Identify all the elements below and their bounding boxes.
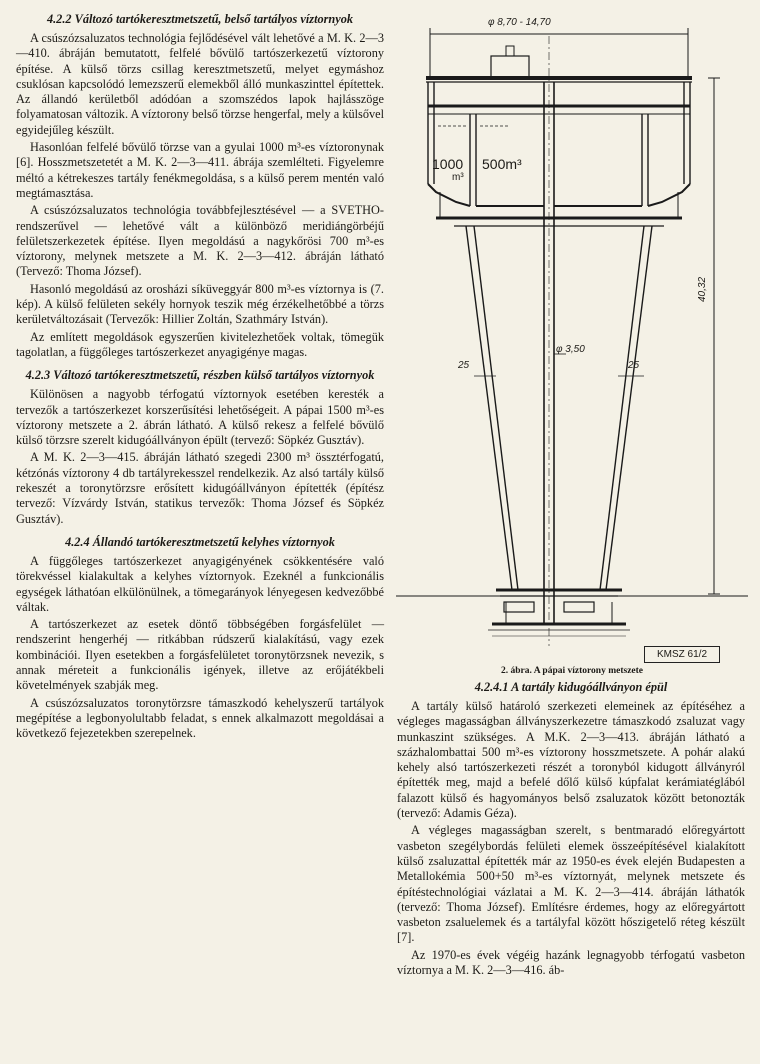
right-column bbox=[397, 680, 745, 980]
water-tower-section-figure bbox=[396, 6, 748, 676]
height-dimension-label: 40,32 bbox=[697, 276, 708, 302]
left-column bbox=[16, 12, 384, 743]
right-slope-label: 25 bbox=[628, 360, 640, 371]
paragraph: A csúszózsaluzatos technológia fejlődésével vált lehetővé a M. K. 2—3—410. ábráján bemutatott, felfelé bővülő tartószerkezetű víztorony építése. A külső törzs csillag keresztmetszetű, melyet egymáshoz csuklósan kapcsolódó lemezszerű elemekből álló munkaszinttel építettek. Az állandó kerületből adódóan a szomszédos lapok hajlásszöge folyamatosan változik. A víztorony belső törzse hengerfal, mely a külsővel egyidejűleg készült. bbox=[16, 31, 384, 137]
paragraph: Különösen a nagyobb térfogatú víztornyok esetében keresték a tervezők a tartószerkezet korszerűsítési lehetőségeit. A pápai 1500 m³-es víztorony metszete a 2. ábrán látható. A külső rekesz a felfelé bővülő külső törzsre szerelt kidugóállványon épült (tervező: Söpkéz Gusztáv). bbox=[16, 387, 384, 448]
section-heading-4-2-4: 4.2.4 Állandó tartókeresztmetszetű kelyhes víztornyok bbox=[65, 534, 335, 549]
tank-volume-1000-unit: m³ bbox=[452, 172, 464, 183]
shaft-diameter-label: φ 3,50 bbox=[556, 344, 585, 355]
tower-drawing bbox=[396, 6, 748, 646]
paragraph: A csúszózsaluzatos toronytörzsre támaszkodó kehelyszerű tartályok megépítése a legbonyolultabb feladat, s ennek alkalmazott megoldásai a következő fejezetekben szerepelnek. bbox=[16, 695, 384, 741]
section-heading-4-2-2: 4.2.2 Változó tartókeresztmetszetű, belső tartályos víztornyok bbox=[46, 12, 354, 26]
tank-volume-500-label: 500m³ bbox=[482, 156, 522, 172]
paragraph: A függőleges tartószerkezet anyagigényének csökkentésére való törekvéssel kialakultak a kelyhes víztornyok. Ezeknél a funkcionális egységek láthatóan elkülönülnek, a tömegarányok lényegesen kedvezőbbé váltak. bbox=[16, 553, 384, 614]
paragraph: Az említett megoldások egyszerűen kivitelezhetőek voltak, tömegük tagolatlan, a függőleges tartószerkezet anyagigénye magas. bbox=[16, 329, 384, 359]
section-heading-4-2-4-1: 4.2.4.1 A tartály kidugóállványon épül bbox=[474, 680, 668, 694]
paragraph: Hasonló megoldású az orosházi síküveggyár 800 m³-es víztornya is (7. kép). A külső felületen sekély hornyok teszik még érzékelhetőbbé a törzs kerületváltozásait (Tervezők: Hillier Zoltán, Szathmáry István). bbox=[16, 281, 384, 327]
paragraph: A végleges magasságban szerelt, s bentmaradó előregyártott vasbeton szegélybordás felületi elemek összeépítésével kialakított külső zsaluzattal építették már az 1950-es évek elején Budapesten a Metallokémia 500+50 m³-es víztornyát, melynek metszete és építéstechnológiai vázlatai a M. K. 2—3—414. ábráján láthatók (tervező: Thoma József). Említésre érdemes, hogy az előregyártott vasbeton zsaluelemek és a tartályfal között hőszigetelő réteg készült [7]. bbox=[397, 823, 745, 945]
figure-caption: 2. ábra. A pápai víztorony metszete bbox=[500, 666, 644, 676]
left-slope-label: 25 bbox=[458, 360, 470, 371]
top-diameter-label: φ 8,70 - 14,70 bbox=[488, 17, 551, 28]
section-heading-4-2-3: 4.2.3 Változó tartókeresztmetszetű, részben külső tartályos víztornyok bbox=[25, 368, 375, 383]
paragraph: A tartószerkezet az esetek döntő többségében forgásfelület — rendszerint hengerhéj — ritkábban rúdszerű kialakítású, vagy ezek kombinációi. Ilyen esetekben a forgásfelületet toronytörzsnek nevezik, s annak méreteit a funkcionális igények, illetve az erőjátékbeli követelmények szabják meg. bbox=[16, 617, 384, 693]
paragraph: A M. K. 2—3—415. ábráján látható szegedi 2300 m³ össztérfogatú, kétzónás víztorony 4 db tartályrekesszel rendelkezik. Az alsó tartály külső rekeszét a toronytörzsre erősített kidugóállványon építették (építész tervező: Vízvárdy István, statikus tervezők: Thoma József és Söpkéz Gusztáv). bbox=[16, 450, 384, 526]
drawing-reference-code: KMSZ 61/2 bbox=[644, 646, 720, 663]
paragraph: Hasonlóan felfelé bővülő törzse van a gyulai 1000 m³-es víztoronynak [6]. Hosszmetszetetét a M. K. 2—3—411. ábrája szemlélteti. Figyelemre méltó a kétrekeszes tartály fenékmegoldása, s a külső perem mentén való megtámasztása. bbox=[16, 140, 384, 200]
paragraph: A csúszózsaluzatos technológia továbbfejlesztésével — a SVETHO-rendszerűvel — lehetővé vált a különböző meridiángörbéjű felületszerkezetek építése. Ilyen megoldású a nagykőrösi 700 m³-es víztorony, melynek metszete a M. K. 2—3—412. ábráján látható (Tervező: Thoma József). bbox=[16, 203, 384, 279]
tank-volume-1000-label: 1000 bbox=[432, 156, 464, 172]
paragraph: A tartály külső határoló szerkezeti elemeinek az építéséhez a végleges magasságban állványszerkezetre támaszkodó zsaluzat vagy munkaszint szükséges. A M.K. 2—3—413. ábráján látható a százhalombattai 500 m³-es víztorony hosszmetszete. A pohár alakú kehely alsó tartószerkezeti részét a toronyból kidugott állványról építették meg, majd a befelé dőlő külső kúpfalat kerámiatéglából falazott külső és hagyományos belső zsaluzatok között betonozták (tervező: Adamis Géza). bbox=[397, 699, 745, 821]
paragraph: Az 1970-es évek végéig hazánk legnagyobb térfogatú vasbeton víztornya a M. K. 2—3—416. áb- bbox=[397, 947, 745, 978]
